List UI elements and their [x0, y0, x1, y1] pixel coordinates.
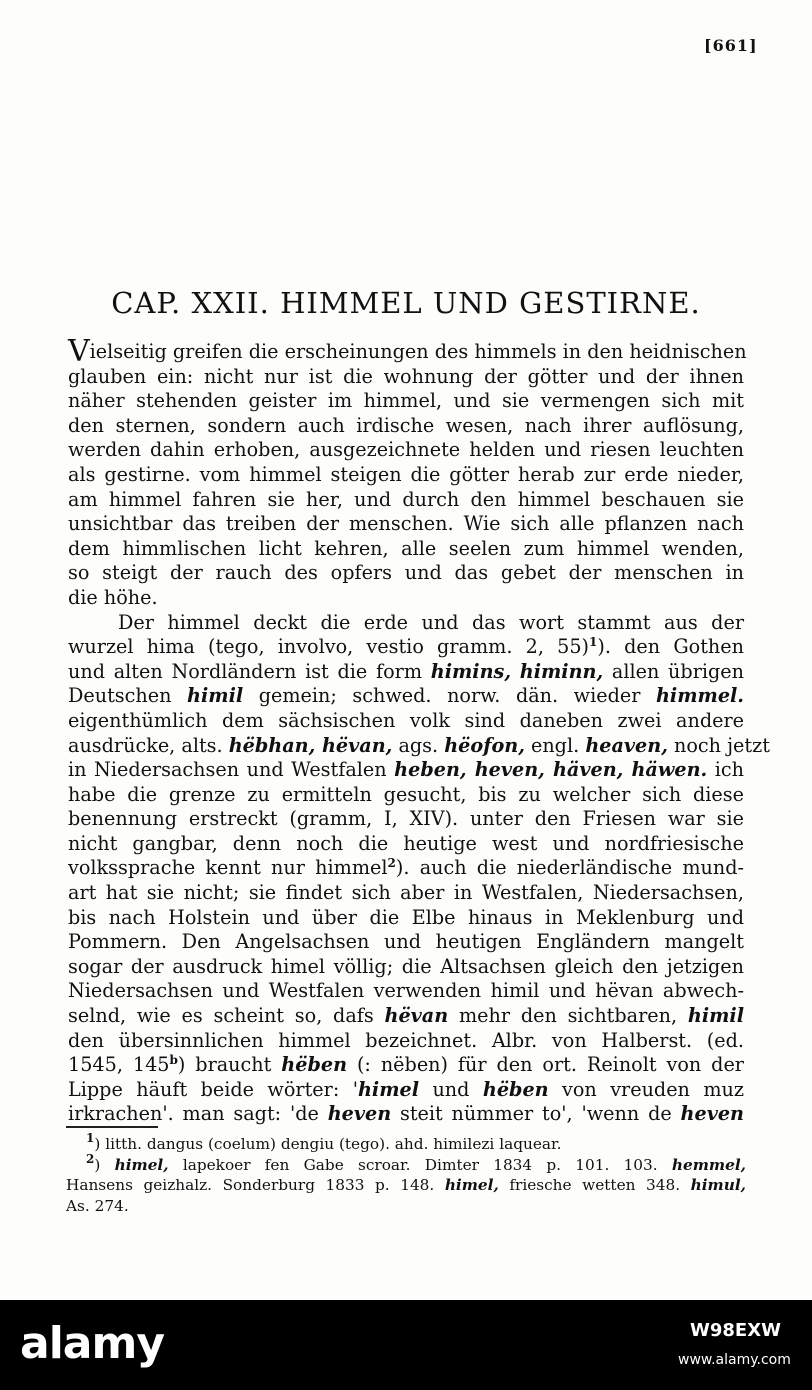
- text-line: habe die grenze zu ermitteln gesucht, bis zu welcher sich diese: [68, 782, 744, 806]
- text-line: benennung erstreckt (gramm, I, XIV). unter den Friesen war sie: [68, 807, 744, 831]
- text-line: Lippe häuft beide wörter: 'himel und hëben von vreuden muz: [68, 1077, 744, 1101]
- drop-cap: V: [68, 334, 90, 369]
- footnotes: [66, 1131, 746, 1216]
- text-line: in Niedersachsen und Westfalen heben, heven, häven, häwen. ich: [68, 758, 745, 782]
- text-line: näher stehenden geister im himmel, und sie vermengen sich mit: [68, 389, 744, 413]
- page-number: [661]: [704, 36, 758, 55]
- footnote-1: $^1$) litth. dangus (coelum) dengiu (tego). ahd. himilezi laquear.: [86, 1131, 562, 1153]
- chapter-title: CAP. XXII. HIMMEL UND GESTIRNE.: [111, 286, 701, 320]
- footnote-2-end: As. 274.: [66, 1196, 129, 1215]
- text-line: am himmel fahren sie her, und durch den himmel beschauen sie: [68, 487, 744, 511]
- text-line: selnd, wie es scheint so, dafs hëvan mehr den sichtbaren, himil: [68, 1004, 744, 1028]
- footnote-ref: 2: [387, 856, 396, 871]
- text-line: nicht gangbar, denn noch die heutige west und nordfriesische: [68, 831, 744, 855]
- text-line: den übersinnlichen himmel bezeichnet. Albr. von Halberst. (ed.: [68, 1028, 744, 1052]
- text-line: so steigt der rauch des opfers und das gebet der menschen in: [68, 561, 744, 585]
- text-line: als gestirne. vom himmel steigen die götter herab zur erde nieder,: [68, 462, 744, 486]
- text-line: ausdrücke, alts. hëbhan, hëvan, ags. hëofon, engl. heaven, noch jetzt: [68, 733, 770, 757]
- text-line: bis nach Holstein und über die Elbe hinaus in Meklenburg und: [68, 905, 744, 929]
- footnote-2: $^2$) himel, lapekoer fen Gabe scroar. Dimter 1834 p. 101. 103. hemmel,: [86, 1151, 746, 1174]
- text-line: sogar der ausdruck himel völlig; die Altsachsen gleich den jetzigen: [68, 954, 744, 978]
- text-line: Deutschen himil gemein; schwed. norw. dän. wieder himmel.: [68, 684, 744, 708]
- text-line: dem himmlischen licht kehren, alle seelen zum himmel wenden,: [68, 536, 744, 560]
- image-code: W98EXW: [690, 1320, 781, 1341]
- text-line: Pommern. Den Angelsachsen und heutigen Engländern mangelt: [68, 930, 744, 954]
- text-line: irkrachen'. man sagt: 'de heven steit nümmer to', 'wenn de heven: [68, 1102, 744, 1126]
- text-line: unsichtbar das treiben der menschen. Wie sich alle pflanzen nach: [68, 512, 744, 536]
- main-text: [68, 334, 770, 1127]
- text-line: Vielseitig greifen die erscheinungen des himmels in den heidnischen: [68, 334, 747, 369]
- watermark-logo: alamy: [20, 1318, 164, 1369]
- text-line: werden dahin erhoben, ausgezeichnete helden und riesen leuchten: [68, 438, 744, 462]
- footnote-2-cont: Hansens geizhalz. Sonderburg 1833 p. 148. himel, friesche wetten 348. himul,: [66, 1176, 746, 1194]
- text-line: eigenthümlich dem sächsischen volk sind daneben zwei andere: [68, 708, 744, 732]
- text-line: 1545, 145$^b$) braucht hëben (: nëben) für den ort. Reinolt von der: [68, 1053, 744, 1077]
- text-line: und alten Nordländern ist die form himins, himinn, allen übrigen: [68, 659, 744, 683]
- text-line: Niedersachsen und Westfalen verwenden himil und hëvan abwech-: [68, 979, 744, 1003]
- footnote-ref: 1: [589, 635, 598, 650]
- text-line: glauben ein: nicht nur ist die wohnung der götter und der ihnen: [68, 364, 744, 388]
- text-line: volkssprache kennt nur himmel$^2$). auch die niederländische mund-: [68, 856, 745, 880]
- footnote-divider: [66, 1126, 158, 1128]
- text-line: wurzel hima (tego, involvo, vestio gramm. 2, 55)$^1$). den Gothen: [68, 635, 744, 659]
- text-line: den sternen, sondern auch irdische wesen, nach ihrer auflösung,: [68, 413, 744, 437]
- text-line: Der himmel deckt die erde und das wort stammt aus der: [118, 610, 744, 634]
- watermark-url: www.alamy.com: [678, 1352, 791, 1368]
- text-line: art hat sie nicht; sie findet sich aber in Westfalen, Niedersachsen,: [68, 881, 744, 905]
- text-line: die höhe.: [68, 585, 158, 609]
